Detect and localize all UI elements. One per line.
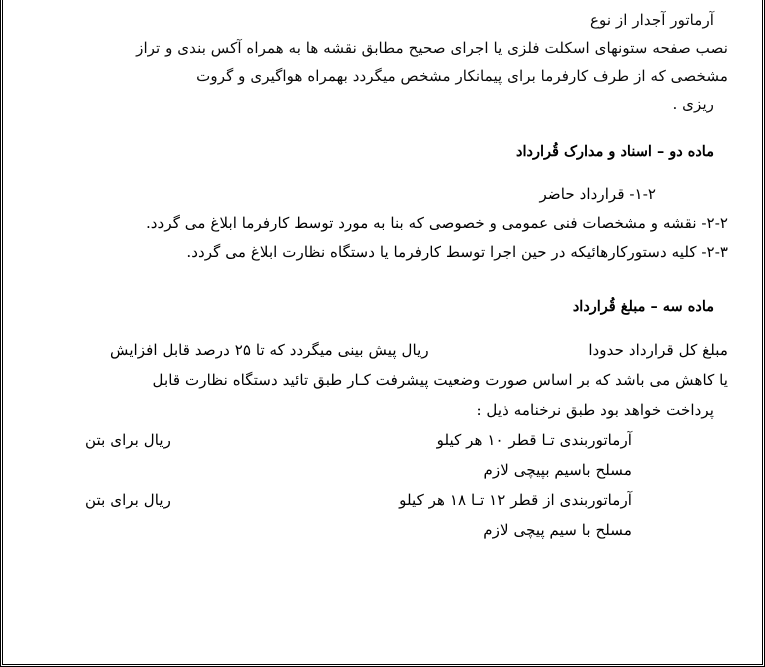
section-spacer-two xyxy=(33,267,736,293)
article-two-item-2: ۲-۲- نقشه و مشخصات فنی عمومی و خصوصی که بنا به مورد توسط کارفرما ابلاغ می گردد. xyxy=(145,214,728,232)
rate-description-continued: مسلح باسیم بپیچی لازم xyxy=(483,461,632,479)
rate-list xyxy=(33,425,736,545)
article-three-body-line-2: یا کاهش می باشد که بر اساس صورت وضعیت پیشرفت کـار طبق تائید دستگاه نظارت قابل xyxy=(152,371,728,389)
heading-spacer-two xyxy=(33,321,736,335)
article-two-heading: ماده دو – اسناد و مدارک قُرارداد xyxy=(516,143,714,160)
article-three-section xyxy=(33,293,736,425)
page-content xyxy=(3,0,762,664)
article-two-section xyxy=(33,138,736,267)
article-two-item-1: ۱-۲- قرارداد حاضر xyxy=(539,185,656,203)
article-three-heading: ماده سه – مبلغ قُرارداد xyxy=(572,298,714,315)
heading-spacer xyxy=(33,166,736,180)
rate-unit: ریال برای بتن xyxy=(85,431,171,449)
article-two-item-3: ۲-۳- کلیه دستورکارهائیکه در حین اجرا توسط کارفرما یا دستگاه نظارت ابلاغ می گردد. xyxy=(186,243,728,261)
amount-currency-text: ریال پیش بینی میگردد که تا ۲۵ درصد قابل افزایش xyxy=(109,341,429,359)
rate-row xyxy=(33,425,736,455)
section-spacer xyxy=(33,118,736,138)
rate-description-continued: مسلح با سیم پیچی لازم xyxy=(483,521,632,539)
article-three-body-line-3: پرداخت خواهد بود طبق نرخنامه ذیل : xyxy=(476,401,714,419)
rate-row xyxy=(33,485,736,515)
contract-amount-line xyxy=(33,335,736,365)
intro-line-2: نصب صفحه ستونهای اسکلت فلزی یا اجرای صحیح مطابق نقشه ها به همراه آکس بندی و تراز xyxy=(136,39,728,57)
rate-unit: ریال برای بتن xyxy=(85,491,171,509)
rate-description: آرماتوربندی تـا قطر ۱۰ هر کیلو xyxy=(436,431,632,449)
intro-line-1: آرماتور آجدار از نوع xyxy=(589,11,714,29)
amount-prefix-text: مبلغ کل قرارداد حدودا xyxy=(588,341,728,359)
intro-paragraph xyxy=(33,6,736,118)
intro-line-4: ریزی . xyxy=(672,95,714,113)
rate-description: آرماتوربندی از قطر ۱۲ تـا ۱۸ هر کیلو xyxy=(399,491,632,509)
intro-line-3: مشخصی که از طرف کارفرما برای پیمانکار مشخص میگردد بهمراه هواگیری و گروت xyxy=(196,67,728,85)
